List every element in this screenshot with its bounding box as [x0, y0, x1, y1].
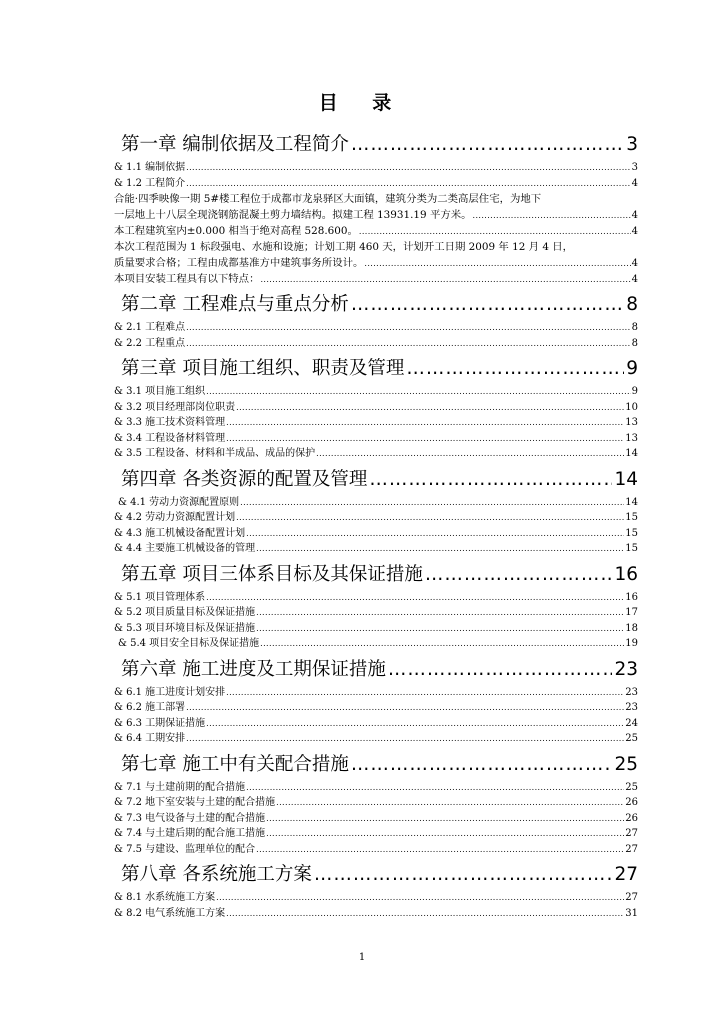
dot-leader: [186, 700, 624, 716]
toc-entry[interactable]: [114, 541, 638, 557]
toc-paragraph-line: 本次工程范围为 1 标段强电、水施和设施；计划工期 460 天，计划开工日期 2009 年 12 月 4 日，: [114, 241, 574, 253]
toc-entry[interactable]: [114, 621, 638, 637]
entry-page-number: 27: [625, 843, 638, 855]
entry-page-number: 26: [625, 812, 638, 824]
dot-leader: [226, 431, 624, 447]
toc-entry[interactable]: [114, 636, 638, 652]
entry-label: & 5.3 项目环境目标及保证措施: [114, 622, 256, 634]
entry-page-number: 25: [625, 733, 638, 744]
entry-page-number: 23: [625, 686, 638, 698]
entry-page-number: 19: [625, 638, 638, 649]
dot-leader: [226, 415, 624, 431]
chapter-title: 第七章 施工中有关配合措施: [121, 753, 349, 775]
entry-label: & 6.3 工期保证措施: [114, 717, 206, 729]
toc-entry[interactable]: [114, 685, 638, 701]
dot-leader: [473, 208, 631, 224]
entry-page-number: 14: [625, 448, 638, 459]
entry-label: & 2.1 工程难点: [114, 322, 186, 333]
entry-page-number: 8: [631, 337, 638, 349]
dot-leader: [246, 780, 624, 796]
entry-page-number: 15: [625, 527, 638, 539]
dot-leader: [359, 224, 631, 240]
entry-label: & 2.2 工程重点: [114, 337, 186, 349]
entry-page-number: 23: [625, 702, 638, 713]
entry-label: & 3.1 项目施工组织: [114, 386, 206, 397]
entry-page-number: 15: [625, 543, 638, 554]
toc-entry[interactable]: [114, 510, 638, 526]
dot-leader: [256, 621, 624, 637]
toc-chapter[interactable]: [114, 290, 638, 320]
entry-label: & 7.4 与土建后期的配合施工措施: [114, 828, 266, 839]
chapter-title: 第四章 各类资源的配置及管理: [121, 468, 368, 490]
chapter-page-number: 16: [614, 563, 638, 585]
dot-leader: [206, 384, 630, 400]
entry-label: & 8.1 水系统施工方案: [114, 892, 216, 903]
toc-entry[interactable]: [114, 320, 638, 336]
chapter-page-number: 23: [614, 658, 638, 680]
table-of-contents: [114, 130, 638, 921]
entry-label: & 8.2 电气系统施工方案: [114, 907, 226, 919]
toc-chapter[interactable]: [114, 560, 638, 590]
entry-label: & 6.2 施工部署: [114, 702, 186, 713]
dot-leader: [351, 290, 624, 320]
entry-page-number: 4: [631, 177, 638, 189]
toc-entry[interactable]: [114, 176, 638, 192]
entry-label: & 4.3 施工机械设备配置计划: [114, 527, 246, 539]
chapter-page-number: 8: [626, 294, 638, 315]
toc-entry[interactable]: [114, 842, 638, 858]
dot-leader: [240, 495, 624, 511]
toc-chapter[interactable]: [114, 750, 638, 780]
toc-entry[interactable]: [114, 590, 638, 606]
chapter-page-number: 27: [614, 864, 638, 885]
toc-paragraph-line: 合能·四季映像一期 5#楼工程位于成都市龙泉驿区大面镇，建筑分类为二类高层住宅，为地下: [114, 193, 542, 205]
entry-label: & 6.1 施工进度计划安排: [114, 686, 226, 698]
entry-label: & 3.5 工程设备、材料和半成品、成品的保护: [114, 448, 316, 459]
entry-page-number: 24: [625, 717, 638, 729]
entry-label: & 3.4 工程设备材料管理: [114, 432, 226, 444]
chapter-page-number: 3: [626, 134, 638, 155]
dot-leader: [186, 731, 624, 747]
entry-label: & 4.1 劳动力资源配置原则: [118, 496, 240, 508]
toc-paragraph-entry[interactable]: [114, 207, 638, 223]
toc-entry[interactable]: [114, 731, 638, 747]
toc-entry[interactable]: [114, 605, 638, 621]
chapter-title: 第二章 工程难点与重点分析: [121, 294, 349, 315]
entry-page-number: 15: [625, 512, 638, 523]
dot-leader: [206, 590, 624, 606]
toc-entry[interactable]: [114, 400, 638, 416]
dot-leader: [186, 176, 630, 192]
dot-leader: [425, 560, 613, 590]
toc-entry[interactable]: [114, 446, 638, 462]
dot-leader: [206, 716, 624, 732]
entry-label: & 7.5 与建设、监理单位的配合: [114, 843, 256, 855]
entry-label: & 3.2 项目经理部岗位职责: [114, 401, 236, 413]
dot-leader: [186, 320, 630, 336]
entry-label: & 6.4 工期安排: [114, 733, 186, 744]
dot-leader: [406, 354, 624, 384]
entry-label: & 7.2 地下室安装与土建的配合措施: [114, 797, 276, 808]
toc-chapter[interactable]: [114, 130, 638, 160]
chapter-page-number: 25: [614, 753, 638, 775]
entry-page-number: 9: [631, 386, 638, 397]
chapter-title: 第八章 各系统施工方案: [121, 864, 312, 885]
dot-leader: [226, 685, 624, 701]
entry-page-number: 13: [625, 417, 638, 428]
toc-paragraph-entry[interactable]: [114, 223, 638, 239]
entry-label: & 3.3 施工技术资料管理: [114, 417, 226, 428]
paragraph-text: 本项目安装工程具有以下特点：: [114, 273, 260, 285]
toc-chapter[interactable]: [114, 465, 638, 495]
toc-chapter[interactable]: [114, 354, 638, 384]
dot-leader: [388, 655, 613, 685]
dot-leader: [246, 526, 624, 542]
dot-leader: [236, 510, 624, 526]
entry-page-number: 10: [625, 401, 638, 413]
dot-leader: [316, 446, 624, 462]
toc-entry[interactable]: [114, 336, 638, 352]
toc-paragraph-entry[interactable]: [114, 255, 638, 271]
toc-entry[interactable]: [114, 906, 638, 922]
page-number: 1: [358, 952, 366, 963]
dot-leader: [260, 272, 630, 288]
paragraph-text: 质量要求合格；工程由成都基准方中建筑事务所设计。: [114, 257, 364, 269]
dot-leader: [266, 826, 624, 842]
entry-page-number: 18: [625, 622, 638, 634]
entry-page-number: 25: [625, 781, 638, 793]
chapter-title: 第三章 项目施工组织、职责及管理: [121, 358, 405, 379]
entry-page-number: 17: [625, 607, 638, 618]
entry-label: & 4.2 劳动力资源配置计划: [114, 512, 236, 523]
dot-leader: [256, 605, 624, 621]
toc-chapter[interactable]: [114, 860, 638, 890]
dot-leader: [186, 160, 630, 176]
toc-entry[interactable]: [114, 160, 638, 176]
paragraph-text: 本工程建筑室内±0.000 相当于绝对高程 528.600。: [114, 225, 358, 237]
dot-leader: [351, 750, 613, 780]
toc-entry[interactable]: [114, 890, 638, 906]
chapter-page-number: 14: [614, 468, 638, 490]
toc-entry[interactable]: [114, 415, 638, 431]
dot-leader: [364, 256, 630, 272]
toc-entry[interactable]: [114, 716, 638, 732]
paragraph-page-number: 4: [631, 226, 638, 237]
paragraph-text: 一层地上十八层全现浇钢筋混凝土剪力墙结构。拟建工程 13931.19 平方米。: [114, 209, 472, 221]
entry-label: & 1.2 工程简介: [114, 177, 186, 189]
entry-page-number: 26: [625, 797, 638, 808]
toc-title: 目 录: [318, 92, 406, 114]
entry-label: & 4.4 主要施工机械设备的管理: [114, 543, 256, 554]
entry-page-number: 31: [625, 907, 638, 919]
entry-page-number: 8: [631, 322, 638, 333]
dot-leader: [351, 130, 624, 160]
chapter-title: 第五章 项目三体系目标及其保证措施: [121, 563, 423, 585]
dot-leader: [314, 860, 613, 890]
chapter-title: 第一章 编制依据及工程简介: [121, 134, 349, 155]
dot-leader: [256, 541, 624, 557]
dot-leader: [216, 890, 624, 906]
dot-leader: [236, 400, 624, 416]
toc-entry[interactable]: [114, 495, 638, 511]
entry-label: & 7.3 电气设备与土建的配合措施: [114, 812, 266, 824]
toc-paragraph-entry[interactable]: [114, 271, 638, 287]
entry-page-number: 3: [631, 162, 638, 173]
toc-entry[interactable]: [114, 811, 638, 827]
toc-entry[interactable]: [114, 826, 638, 842]
entry-label: & 5.4 项目安全目标及保证措施: [118, 638, 260, 649]
dot-leader: [256, 842, 624, 858]
paragraph-page-number: 4: [631, 258, 638, 269]
entry-page-number: 14: [625, 496, 638, 508]
toc-entry[interactable]: [114, 700, 638, 716]
paragraph-page-number: 4: [631, 274, 638, 285]
dot-leader: [226, 906, 624, 922]
dot-leader: [369, 465, 612, 495]
entry-page-number: 13: [625, 432, 638, 444]
toc-entry[interactable]: [114, 780, 638, 796]
entry-page-number: 16: [625, 591, 638, 603]
entry-page-number: 27: [625, 828, 638, 839]
toc-entry[interactable]: [114, 795, 638, 811]
toc-entry[interactable]: [114, 384, 638, 400]
chapter-page-number: 9: [626, 358, 638, 379]
dot-leader: [186, 336, 630, 352]
entry-page-number: 27: [625, 892, 638, 903]
dot-leader: [276, 795, 624, 811]
dot-leader: [260, 636, 624, 652]
paragraph-page-number: 4: [631, 210, 638, 221]
toc-chapter[interactable]: [114, 655, 638, 685]
entry-label: & 7.1 与土建前期的配合措施: [114, 781, 246, 793]
dot-leader: [266, 811, 624, 827]
entry-label: & 5.1 项目管理体系: [114, 591, 206, 603]
chapter-title: 第六章 施工进度及工期保证措施: [121, 658, 386, 680]
toc-entry[interactable]: [114, 431, 638, 447]
entry-label: & 1.1 编制依据: [114, 162, 186, 173]
toc-entry[interactable]: [114, 526, 638, 542]
entry-label: & 5.2 项目质量目标及保证措施: [114, 607, 256, 618]
